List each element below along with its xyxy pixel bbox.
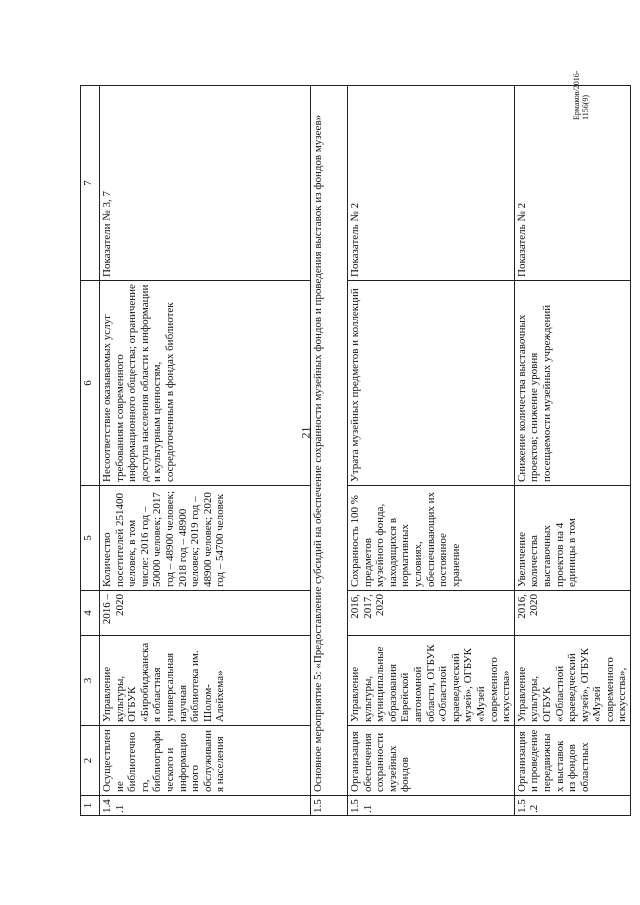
- executor: Управление культуры, ОГБУК «Биробиджанская областная универсальная научная библиотека им. Шолом-Алейхема»: [100, 636, 311, 726]
- column-header-6: 6: [81, 281, 100, 486]
- table-row: [514, 86, 630, 816]
- row-number: 1.5.1: [348, 796, 515, 816]
- executor: Управление культуры, ОГБУК «Областной краеведческий музей», ОГБУК «Музей современного искусства»,: [514, 636, 630, 726]
- row-number: 1.4.1: [100, 796, 311, 816]
- column-header-7: 7: [81, 86, 100, 281]
- table-row: [100, 86, 311, 816]
- column-header-1: 1: [81, 796, 100, 816]
- indicators: Показатель № 2: [348, 86, 515, 281]
- column-header-5: 5: [81, 486, 100, 591]
- section-row: [311, 86, 348, 816]
- executor: Управление культуры, муниципальные образования Еврейской автономной области, ОГБУК «Областной краеведческий музей», ОГБУК «Музей современного искусства»: [348, 636, 515, 726]
- document-code: Ермаков/2016-1156(9): [572, 70, 590, 120]
- years: 2016 – 2020: [100, 591, 311, 636]
- row-number: 1.5.2: [514, 796, 630, 816]
- indicators: Показатели № 3, 7: [100, 86, 311, 281]
- consequences: Несоответствие оказываемых услуг требованиям современного информационного общества; ограничение доступа населения области к информации и культурным ценностям, сосредоточенным в фондах библиотек: [100, 281, 311, 486]
- expected-result: Количество посетителей 251400 человек, в том числе: 2016 год – 50000 человек; 2017 год – 48900 человек; 2018 год – 48900 человек; 2019 год – 48900 человек; 2020 год – 54700 человек: [100, 486, 311, 591]
- activity-name: Организация и проведение передвижных выставок из фондов областных: [514, 726, 630, 796]
- consequences: Утрата музейных предметов и коллекций: [348, 281, 515, 486]
- expected-result: Сохранность 100 % предметов музейного фонда, находящихся в нормативных условиях, обеспечивающих их постоянное хранение: [348, 486, 515, 591]
- column-header-4: 4: [81, 591, 100, 636]
- activity-name: Организация обеспечения сохранности музейных фондов: [348, 726, 515, 796]
- years: 2016, 2020: [514, 591, 630, 636]
- table-row: [348, 86, 515, 816]
- column-header-2: 2: [81, 726, 100, 796]
- years: 2016, 2017, 2020: [348, 591, 515, 636]
- header-row: [81, 86, 100, 816]
- activity-name: Осуществление библиотечного, библиографического и информационного обслуживания населения: [100, 726, 311, 796]
- page-number: 21: [298, 426, 313, 439]
- program-table: [80, 85, 631, 816]
- section-title: Основное мероприятие 5: «Предоставление субсидий на обеспечение сохранности музейных фондов и проведения выставок из фондов музеев»: [311, 86, 348, 796]
- indicators: Показатель № 2: [514, 86, 630, 281]
- column-header-3: 3: [81, 636, 100, 726]
- row-number: 1.5: [311, 796, 348, 816]
- consequences: Снижение количества выставочных проектов; снижение уровня посещаемости музейных учреждений: [514, 281, 630, 486]
- expected-result: Увеличение количества выставочных проектов на 4 единицы в том: [514, 486, 630, 591]
